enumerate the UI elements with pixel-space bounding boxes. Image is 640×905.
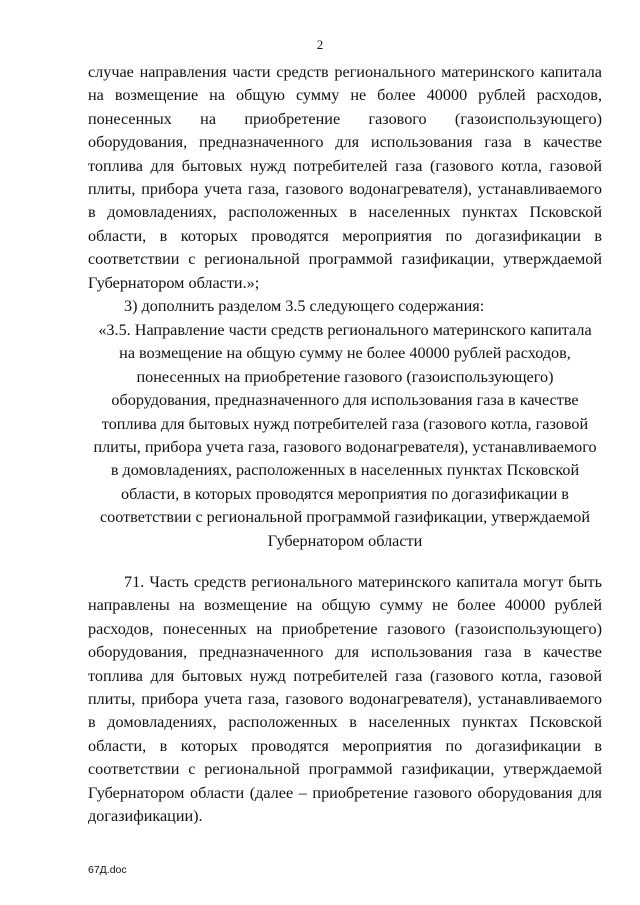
- text-line: в домовладениях, расположенных в населенных пунктах Псковской: [88, 713, 602, 732]
- text-line: плиты, прибора учета газа, газового водонагревателя), устанавливаемого: [88, 690, 602, 709]
- text-line: догазификации).: [88, 807, 203, 826]
- text-line: соответствии с региональной программой газификации, утверждаемой: [88, 250, 602, 269]
- heading-line: Губернатором области: [267, 531, 423, 550]
- heading-line: оборудования, предназначенного для использования газа в качестве: [111, 391, 579, 410]
- heading-line: понесенных на приобретение газового (газоиспользующего): [136, 367, 554, 386]
- heading-line: соответствии с региональной программой газификации, утверждаемой: [99, 508, 591, 527]
- text-line: оборудования, предназначенного для использования газа в качестве: [88, 133, 602, 152]
- text-line: в домовладениях, расположенных в населенных пунктах Псковской: [88, 203, 602, 222]
- text-line: топлива для бытовых нужд потребителей газа (газового котла, газовой: [88, 666, 602, 685]
- text-line: топлива для бытовых нужд потребителей газа (газового котла, газовой: [88, 156, 602, 175]
- heading-line: в домовладениях, расположенных в населенных пунктах Псковской: [110, 461, 580, 480]
- paragraph-71: [88, 571, 602, 828]
- heading-line: на возмещение на общую сумму не более 40000 рублей расходов,: [119, 344, 571, 363]
- heading-line: «3.5. Направление части средств регионального материнского капитала: [98, 321, 592, 339]
- page-number: 2: [316, 37, 324, 52]
- text-line: 71. Часть средств регионального материнского капитала могут быть: [124, 573, 602, 591]
- paragraph-continuation: [88, 61, 602, 318]
- text-line: понесенных на приобретение газового (газоиспользующего): [88, 109, 602, 128]
- text-line: расходов, понесенных на приобретение газового (газоиспользующего): [88, 619, 602, 638]
- section-3-5-heading: [88, 319, 602, 553]
- text-line: Губернатором области (далее – приобретение газового оборудования для: [88, 783, 602, 802]
- heading-line: топлива для бытовых нужд потребителей газа (газового котла, газовой: [101, 414, 589, 433]
- text-line: области, в которых проводятся мероприятия по догазификации в: [88, 736, 602, 755]
- text-line: на возмещение на общую сумму не более 40000 рублей расходов,: [88, 86, 602, 105]
- text-line: случае направления части средств регионального материнского капитала: [88, 63, 602, 81]
- text-line: плиты, прибора учета газа, газового водонагревателя), устанавливаемого: [88, 180, 602, 199]
- item-3-line: 3) дополнить разделом 3.5 следующего содержания:: [124, 297, 485, 316]
- text-line: соответствии с региональной программой газификации, утверждаемой: [88, 760, 602, 779]
- text-line: Губернатором области.»;: [88, 273, 260, 292]
- text-line: направлены на возмещение на общую сумму не более 40000 рублей: [88, 596, 602, 615]
- text-line: оборудования, предназначенного для использования газа в качестве: [88, 643, 602, 662]
- file-name-footer: 67Д.doc: [88, 864, 127, 876]
- text-line: области, в которых проводятся мероприятия по догазификации в: [88, 226, 602, 245]
- heading-line: плиты, прибора учета газа, газового водонагревателя), устанавливаемого: [93, 438, 597, 457]
- heading-line: области, в которых проводятся мероприятия по догазификации в: [121, 484, 569, 503]
